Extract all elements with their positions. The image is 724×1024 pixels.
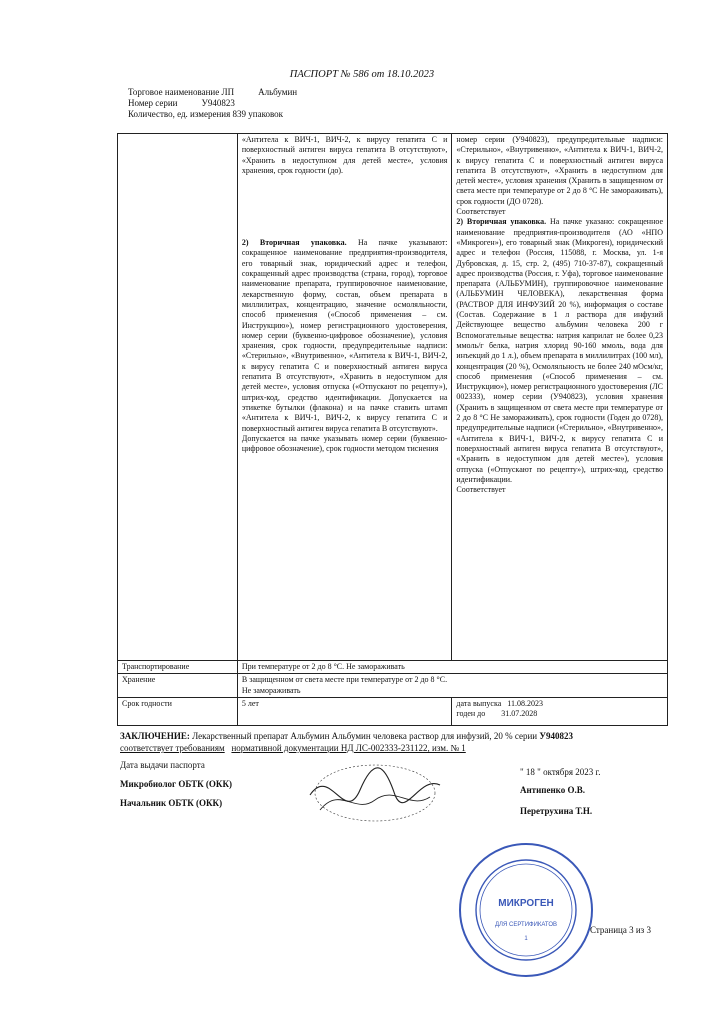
requirements-secondary-title: 2) Вторичная упаковка. (241, 238, 347, 248)
conclusion-label: ЗАКЛЮЧЕНИЕ: (120, 731, 190, 741)
passport-table (117, 133, 668, 726)
storage-value-2: Не замораживать (241, 685, 301, 695)
table-row (118, 134, 668, 661)
svg-text:1: 1 (524, 936, 528, 942)
issue-date-label: Дата выдачи паспорта (120, 760, 205, 770)
trade-name-line (128, 87, 297, 98)
release-date-label: дата выпуска (456, 698, 502, 708)
issue-date-value: " 18 " октября 2023 г. (520, 767, 601, 777)
conclusion (120, 730, 660, 754)
trade-name-value: Альбумин (258, 87, 298, 97)
signature-mark (300, 755, 450, 830)
requirements-secondary-2: Допускается на пачке указывать номер серии (буквенно-цифровое обозначение), срок годности методом тиснения (241, 433, 448, 454)
conclusion-text-1: Лекарственный препарат Альбумин Альбумин человека раствор для инфузий, 20 % серии (189, 731, 540, 741)
release-date (456, 699, 663, 709)
organization-stamp (456, 840, 596, 980)
storage-value (237, 674, 667, 698)
requirements-secondary-text: На пачке указывают: сокращенное наименование предприятия-производителя, его товарный знак, юридический адрес и телефон, сокращенный адрес производства (страна, город), торговое наименование препарата, группировочное наименование, лекарственную форму, состав, объем препарата в миллилитрах, концентрацию, значение осмоляльности, способ применения («Способ применения – см. Инструкцию»), номер регистрационного удостоверения, номер серии (буквенно-цифровое обозначение), условия хранения, срок годности, предупредительные надписи: «Стерильно», «Внутривенно», «Антитела к ВИЧ-1, ВИЧ-2, к вирусу гепатита С и поверхностный антиген вируса гепатита В отсутствуют», «Хранить в недоступном для детей месте», условия отпуска («Отпускают по рецепту»), штрих-код, средство идентификации. Допускается на этикетке бутылки (флакона) и на пачке ставить штамп «Антитела к ВИЧ-1, ВИЧ-2, к вирусу гепатита С и поверхностный антиген вируса гепатита В отсутствуют». (241, 238, 448, 433)
page-number: Страница 3 из 3 (590, 925, 651, 935)
storage-label: Хранение (118, 674, 238, 698)
microbiologist-label: Микробиолог ОБТК (ОКК) (120, 779, 232, 789)
storage-value-1: В защищенном от света месте при температуре от 2 до 8 °С. (241, 675, 448, 685)
requirements-secondary (242, 238, 448, 432)
series-value: У940823 (201, 98, 235, 108)
dates-cell (452, 697, 668, 725)
transport-value: При температуре от 2 до 8 °С. Не замораживать (237, 661, 667, 674)
quantity-line: Количество, ед. измерения 839 упаковок (128, 109, 284, 119)
conclusion-series: У940823 (539, 731, 573, 741)
stamp-inner-text: ДЛЯ СЕРТИФИКАТОВ (494, 922, 558, 928)
table-row (118, 661, 668, 674)
expiry-date-value: 31.07.2028 (501, 709, 538, 719)
series-label: Номер серии (128, 98, 178, 108)
shelf-life-label: Срок годности (118, 697, 238, 725)
results-conform-1: Соответствует (456, 207, 506, 217)
release-date-value: 11.08.2023 (507, 698, 543, 708)
requirements-cell (237, 134, 452, 661)
microbiologist-name: Антипенко О.В. (520, 785, 585, 795)
head-label: Начальник ОБТК (ОКК) (120, 798, 223, 808)
table-row (118, 674, 668, 698)
series-line (128, 98, 235, 109)
results-cell (452, 134, 668, 661)
expiry-date-label: годен до (456, 709, 486, 719)
conclusion-text-2: соответствует требованиям (120, 743, 225, 753)
expiry-date (456, 709, 663, 719)
shelf-life-value: 5 лет (237, 697, 452, 725)
head-name: Перетрухина Т.Н. (520, 806, 593, 816)
results-secondary-title: 2) Вторичная упаковка. (456, 217, 547, 227)
stamp-logo: МИКРОГЕН (498, 898, 554, 909)
transport-label: Транспортирование (118, 661, 238, 674)
passport-title: ПАСПОРТ № 586 от 18.10.2023 (289, 69, 435, 80)
results-secondary-text: На пачке указано: сокращенное наименование предприятия-производителя (АО «НПО «Микроген»), его товарный знак (Микроген), юридический адрес и телефон (Россия, 115088, г. Москва, ул. 1-я Дубровская, д. 15, стр. 2, (495) 710-37-87), сокращенный адрес производства (Россия, г. Уфа), торговое наименование препарата (АЛЬБУМИН), группировочное наименование (АЛЬБУМИН ЧЕЛОВЕКА), лекарственная форма (РАСТВОР ДЛЯ ИНФУЗИЙ 20 %), информация о составе (Состав. Содержание в 1 л раствора для инфузий Действующее вещество альбумин человека 200 г Вспомогательные вещества: натрия каприлат не более 0,23 ммоль/г белка, натрия хлорид 90-160 ммоль, вода для инъекций до 1 л.), объем препарата в миллилитрах (100 мл), концентрация (20 %), Осмоляльность не более 240 мОсм/кг, способ применения («Способ применения – см. Инструкцию»), номер регистрационного удостоверения (ЛС 002333), номер серии (У940823), условия хранения (Хранить в защищенном от света месте при температуре от 2 до 8 °С Не замораживать), срок годности (Годен до 0728), предупредительные надписи («Стерильно», «Внутривенно», «Антитела к ВИЧ-1, ВИЧ-2, к вирусу гепатита С и поверхностный антиген вируса гепатита В отсутствуют», «Хранить в недоступном для детей месте»), условия отпуска («Отпускают по рецепту»), штрих-код, средство идентификации. (456, 217, 663, 484)
results-primary: номер серии (У940823), предупредительные надписи: «Стерильно», «Внутривенно», «Антитела к ВИЧ-1, ВИЧ-2, к вирусу гепатита С и поверхностный антиген вируса гепатита В отсутствуют», «Хранить в недоступном для детей месте», условия хранения (Хранить в защищенном от света месте при температуре от 2 до 8 °С Не замораживать), срок годности (ДО 0728). (456, 135, 663, 206)
table-row (118, 697, 668, 725)
trade-name-label: Торговое наименование ЛП (128, 87, 235, 97)
results-secondary (456, 217, 663, 483)
requirements-primary: «Антитела к ВИЧ-1, ВИЧ-2, к вирусу гепатита С и поверхностный антиген вируса гепатита В отсутствуют», «Хранить в недоступном для детей месте», условия хранения, срок годности (до). (241, 135, 448, 175)
conclusion-text-3: нормативной документации НД ЛС-002333-231122, изм. № 1 (231, 743, 466, 753)
empty-label-cell (118, 134, 238, 661)
results-conform-2: Соответствует (456, 485, 506, 495)
